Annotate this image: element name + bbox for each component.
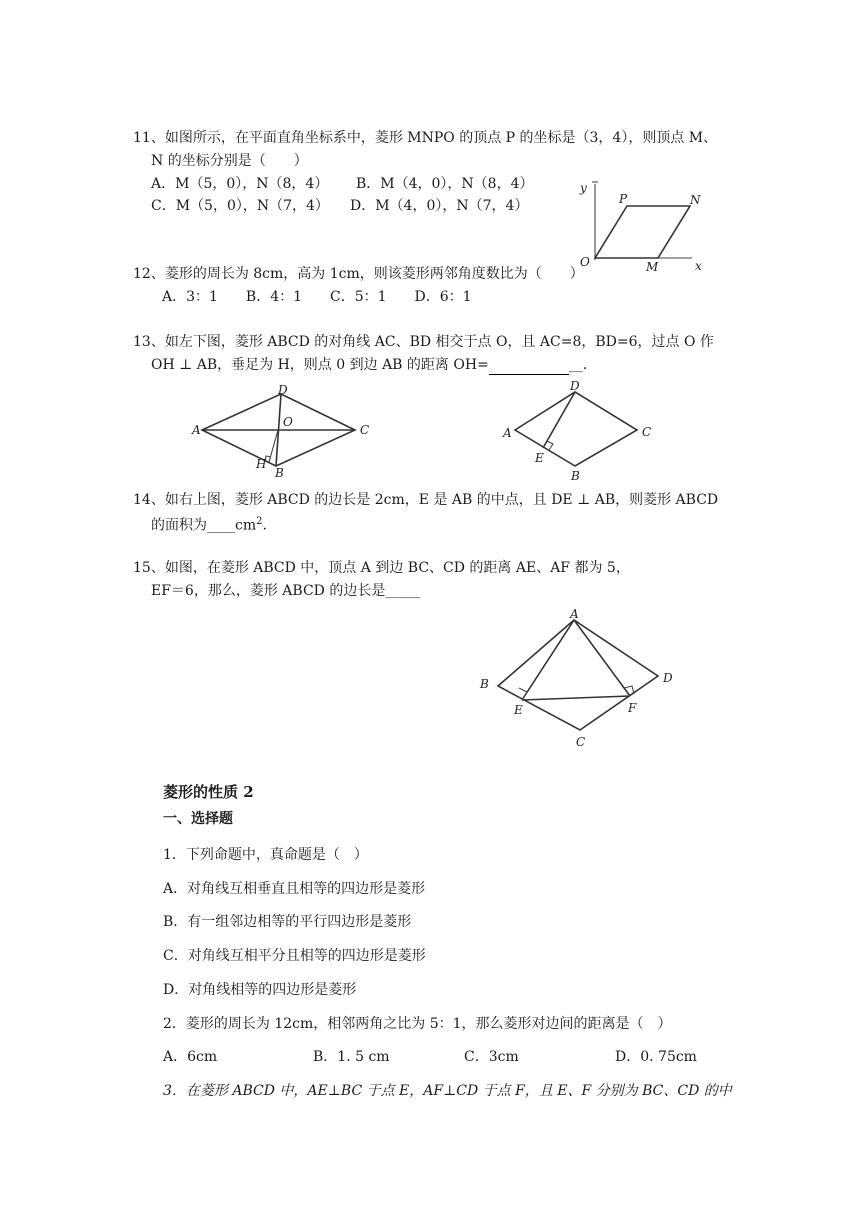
rhombus-abcd-right (515, 392, 637, 466)
label-c: C (642, 425, 652, 439)
segment-de (543, 392, 575, 448)
p1-option-d: D．对角线相等的四边形是菱形 (163, 982, 357, 998)
q11-option-a: A．M（5，0），N（8，4） (151, 176, 329, 192)
q13-left-figure (190, 382, 380, 480)
q14-stem-line2 (151, 513, 267, 535)
label-c: C (576, 735, 586, 749)
label-d: D (278, 383, 288, 397)
p2-option-c: C．3cm (464, 1049, 519, 1065)
q13-answer-blank (489, 356, 569, 375)
section-subtitle: 一、选择题 (163, 811, 233, 827)
label-b: B (571, 469, 580, 483)
label-y: y (580, 181, 587, 195)
p2-option-d: D．0. 75cm (615, 1049, 697, 1065)
q11-option-c: C．M（5，0），N（7，4） (151, 198, 329, 214)
label-h: H (256, 457, 267, 471)
q13-stem-line2-end: __. (568, 357, 588, 373)
label-d: D (663, 671, 673, 685)
q14-superscript: 2 (256, 516, 263, 527)
q11-figure (570, 178, 710, 274)
q15-figure (476, 606, 686, 752)
rhombus-mnpo (595, 206, 690, 258)
q14-right-figure (497, 380, 667, 484)
q14-stem-line1: 14、如右上图，菱形 ABCD 的边长是 2cm，E 是 AB 的中点，且 DE ⊥ AB，则菱形 ABCD (133, 492, 719, 508)
p3-stem: 3．在菱形 ABCD 中，AE⊥BC 于点 E，AF⊥CD 于点 F，且 E、F 分别为 BC、CD 的中 (163, 1083, 732, 1099)
segment-af (574, 620, 630, 696)
label-o: O (580, 255, 590, 269)
p2-option-a: A．6cm (163, 1049, 218, 1065)
q11-stem-line2: N 的坐标分别是（ ） (151, 153, 308, 169)
label-a: A (192, 423, 201, 437)
label-a: A (570, 607, 579, 621)
label-m: M (646, 260, 659, 274)
label-o: O (283, 415, 293, 429)
q11-option-b: B．M（4，0），N（8，4） (356, 176, 534, 192)
q13-stem-line2-text: OH ⊥ AB，垂足为 H，则点 0 到边 AB 的距离 OH= (151, 357, 489, 373)
label-p: P (619, 192, 628, 206)
q14-stem-line2-end: . (262, 517, 267, 534)
p1-option-c: C．对角线互相平分且相等的四边形是菱形 (163, 948, 426, 964)
q13-stem-line2 (151, 356, 587, 375)
q14-stem-line2-text: 的面积为____cm (151, 517, 257, 534)
section-title: 菱形的性质 2 (163, 783, 254, 801)
label-f: F (628, 701, 637, 715)
segment-ef (522, 696, 630, 700)
segment-ae (522, 620, 574, 700)
label-b: B (275, 466, 284, 480)
label-x: x (695, 259, 702, 273)
q12-stem: 12、菱形的周长为 8cm，高为 1cm，则该菱形两邻角度数比为（ ） (133, 266, 584, 282)
label-n: N (690, 193, 701, 207)
label-d: D (570, 379, 580, 393)
label-e: E (535, 451, 544, 465)
q11-stem-line1: 11、如图所示，在平面直角坐标系中，菱形 MNPO 的顶点 P 的坐标是（3，4），则顶点 M、 (133, 130, 718, 146)
q15-stem-line1: 15、如图，在菱形 ABCD 中，顶点 A 到边 BC、CD 的距离 AE、AF 都为 5， (133, 560, 630, 576)
p2-option-b: B．1. 5 cm (313, 1049, 390, 1065)
label-b: B (480, 677, 489, 691)
q15-stem-line2: EF＝6，那么，菱形 ABCD 的边长是_____ (151, 583, 421, 599)
q11-option-d: D．M（4，0），N（7，4） (350, 198, 529, 214)
p2-stem: 2．菱形的周长为 12cm，相邻两角之比为 5：1，那么菱形对边间的距离是（ ） (163, 1016, 672, 1032)
p1-stem: 1．下列命题中，真命题是（ ） (163, 847, 368, 863)
p1-option-a: A．对角线互相垂直且相等的四边形是菱形 (163, 881, 426, 897)
label-a: A (503, 426, 512, 440)
q13-stem-line1: 13、如左下图，菱形 ABCD 的对角线 AC、BD 相交于点 O，且 AC=8，BD=6，过点 O 作 (133, 334, 714, 350)
p1-option-b: B．有一组邻边相等的平行四边形是菱形 (163, 914, 412, 930)
label-e: E (514, 703, 523, 717)
q12-options: A．3：1 B．4：1 C．5：1 D．6：1 (162, 289, 472, 305)
label-c: C (360, 423, 370, 437)
